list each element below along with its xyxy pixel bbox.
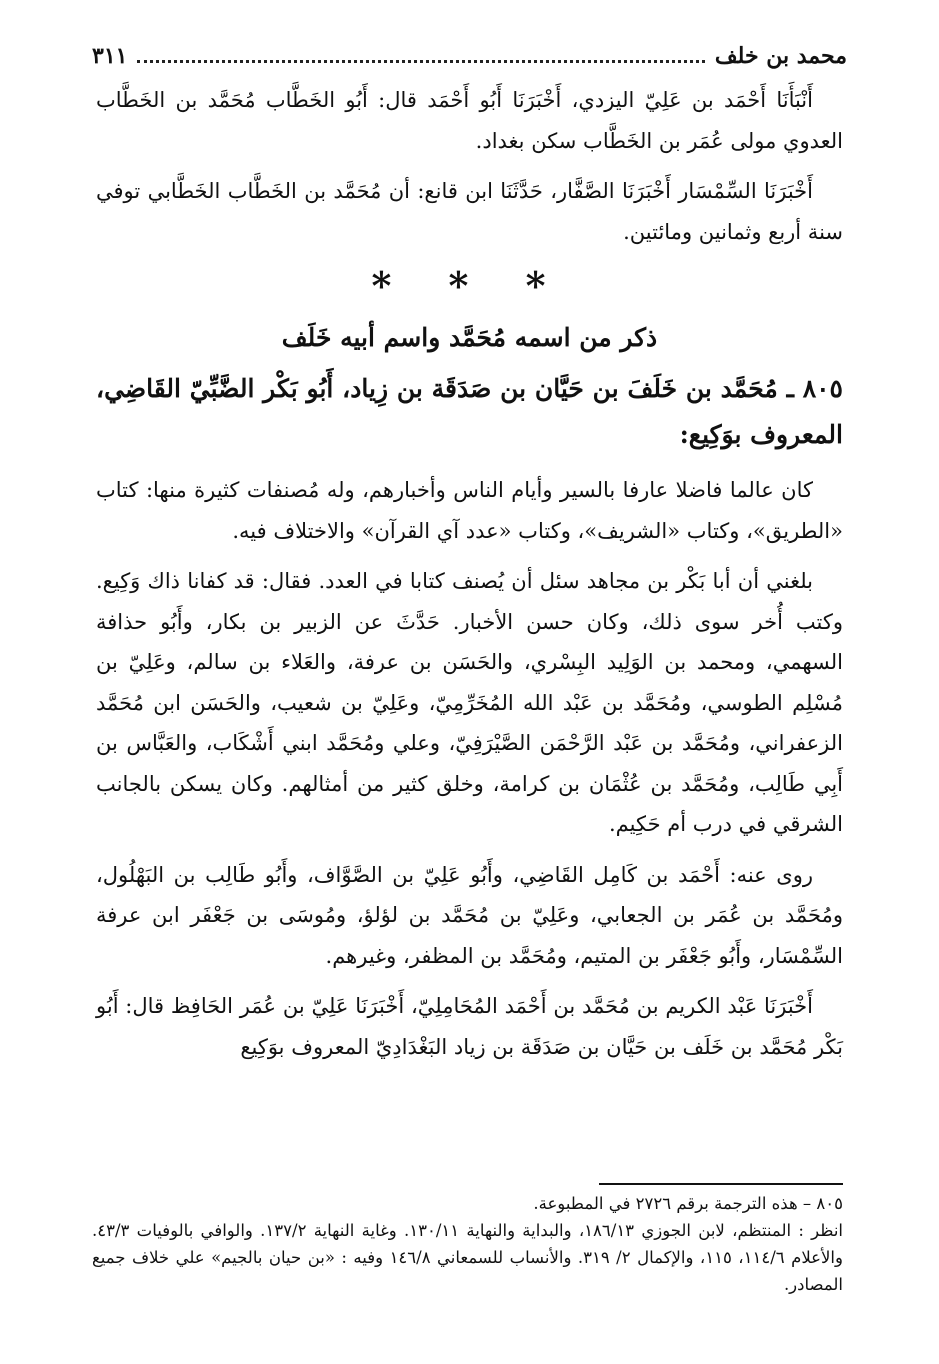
paragraph-6: أَخْبَرَنَا عَبْد الكريم بن مُحَمَّد بن أَحْمَد المُحَامِلِيّ، أَخْبَرَنَا عَلِيّ بن عُمَر الحَافِظ قال: أَبُو بَكْر مُحَمَّد بن خَلَف بن حَيَّان بن صَدَقَة بن زياد البَغْدَادِيّ المعروف بوَكِيع (96, 994, 843, 1059)
paragraph-2: أَخْبَرَنَا السِّمْسَار أَخْبَرَنَا الصَّفَّار، حَدَّثَنَا ابن قانع: أن مُحَمَّد بن الخَطَّاب الخَطَّابي توفي سنة أربع وثمانين ومائتين. (96, 179, 843, 244)
footnote-rule (599, 1183, 843, 1185)
page-number: ٣١١ (92, 43, 128, 69)
entry-heading: ٨٠٥ ـ مُحَمَّد بن خَلَفَ بن حَيَّان بن صَدَقَة بن زِياد، أَبُو بَكْر الضَّبِّيّ القَاضِي، المعروف بوَكِيع: (96, 374, 843, 449)
paragraph-1: أَنْبَأَنَا أَحْمَد بن عَلِيّ اليزدي، أَخْبَرَنَا أَبُو أَحْمَد قال: أَبُو الخَطَّاب مُحَمَّد بن الخَطَّاب العدوي مولى عُمَر بن الخَطَّاب سكن بغداد. (96, 88, 843, 153)
section-separator: * * * (371, 263, 568, 308)
paragraph-4: بلغني أن أبا بَكْر بن مجاهد سئل أن يُصنف كتابا في العدد. فقال: قد كفانا ذاك وَكِيع. وكتب أُخر سوى ذلك، وكان حسن الأخبار. حَدَّثَ عن الزبير بن بكار، وأَبُو حذافة السهمي، ومحمد بن الوَلِيد البِسْري، والحَسَن بن عرفة، والعَلاء بن سالم، وعَلِيّ بن مُسْلِم الطوسي، ومُحَمَّد بن عَبْد الله المُخَرِّمِيّ، وعَلِيّ بن شعيب، والحَسَن ابن مُحَمَّد الزعفراني، ومُحَمَّد بن عَبْد الرَّحْمَن الصَّيْرَفِيّ، وعلي ومُحَمَّد ابني أَشْكَاب، والعَبَّاس بن أَبِي طَالِب، ومُحَمَّد بن عُثْمَان بن كرامة، وخلق كثير من أمثالهم. وكان يسكن بالجانب الشرقي في درب أم حَكِيم. (96, 569, 843, 836)
main-text (96, 80, 843, 1077)
running-title: محمد بن خلف (714, 43, 847, 69)
running-header (92, 36, 847, 76)
section-heading: ذكر من اسمه مُحَمَّد واسم أبيه خَلَف (281, 323, 658, 352)
footnote-1: ٨٠٥ – هذه الترجمة برقم ٢٧٢٦ في المطبوعة. (533, 1194, 843, 1213)
dotted-leader (137, 50, 704, 63)
footnotes (92, 1190, 843, 1298)
paragraph-3: كان عالما فاضلا عارفا بالسير وأيام الناس وأخبارهم، وله مُصنفات كثيرة منها: كتاب «الطريق»، وكتاب «الشريف»، وكتاب «عدد آي القرآن» والاختلاف فيه. (96, 478, 843, 543)
paragraph-5: روى عنه: أَحْمَد بن كَامِل القَاضِي، وأَبُو عَلِيّ بن الصَّوَّاف، وأَبُو طَالِب بن البَهْلُول، ومُحَمَّد بن عُمَر بن الجعابي، وعَلِيّ بن مُحَمَّد بن لؤلؤ، ومُوسَى بن جَعْفَر ابن عرفة السِّمْسَار، وأَبُو جَعْفَر بن المتيم، ومُحَمَّد بن المظفر، وغيرهم. (96, 862, 843, 968)
footnote-2: انظر : المنتظم، لابن الجوزي ١٨٦/١٣، والبداية والنهاية ١٣٠/١١. وغاية النهاية ١٣٧/٢. والوافي بالوفيات ٤٣/٣. والأعلام ١١٤/٦، ١١٥، والإكمال ٢/ ٣١٩. والأنساب للسمعاني ١٤٦/٨ وفيه : «بن حيان بالجيم» علي خلاف جميع المصادر. (92, 1221, 843, 1294)
